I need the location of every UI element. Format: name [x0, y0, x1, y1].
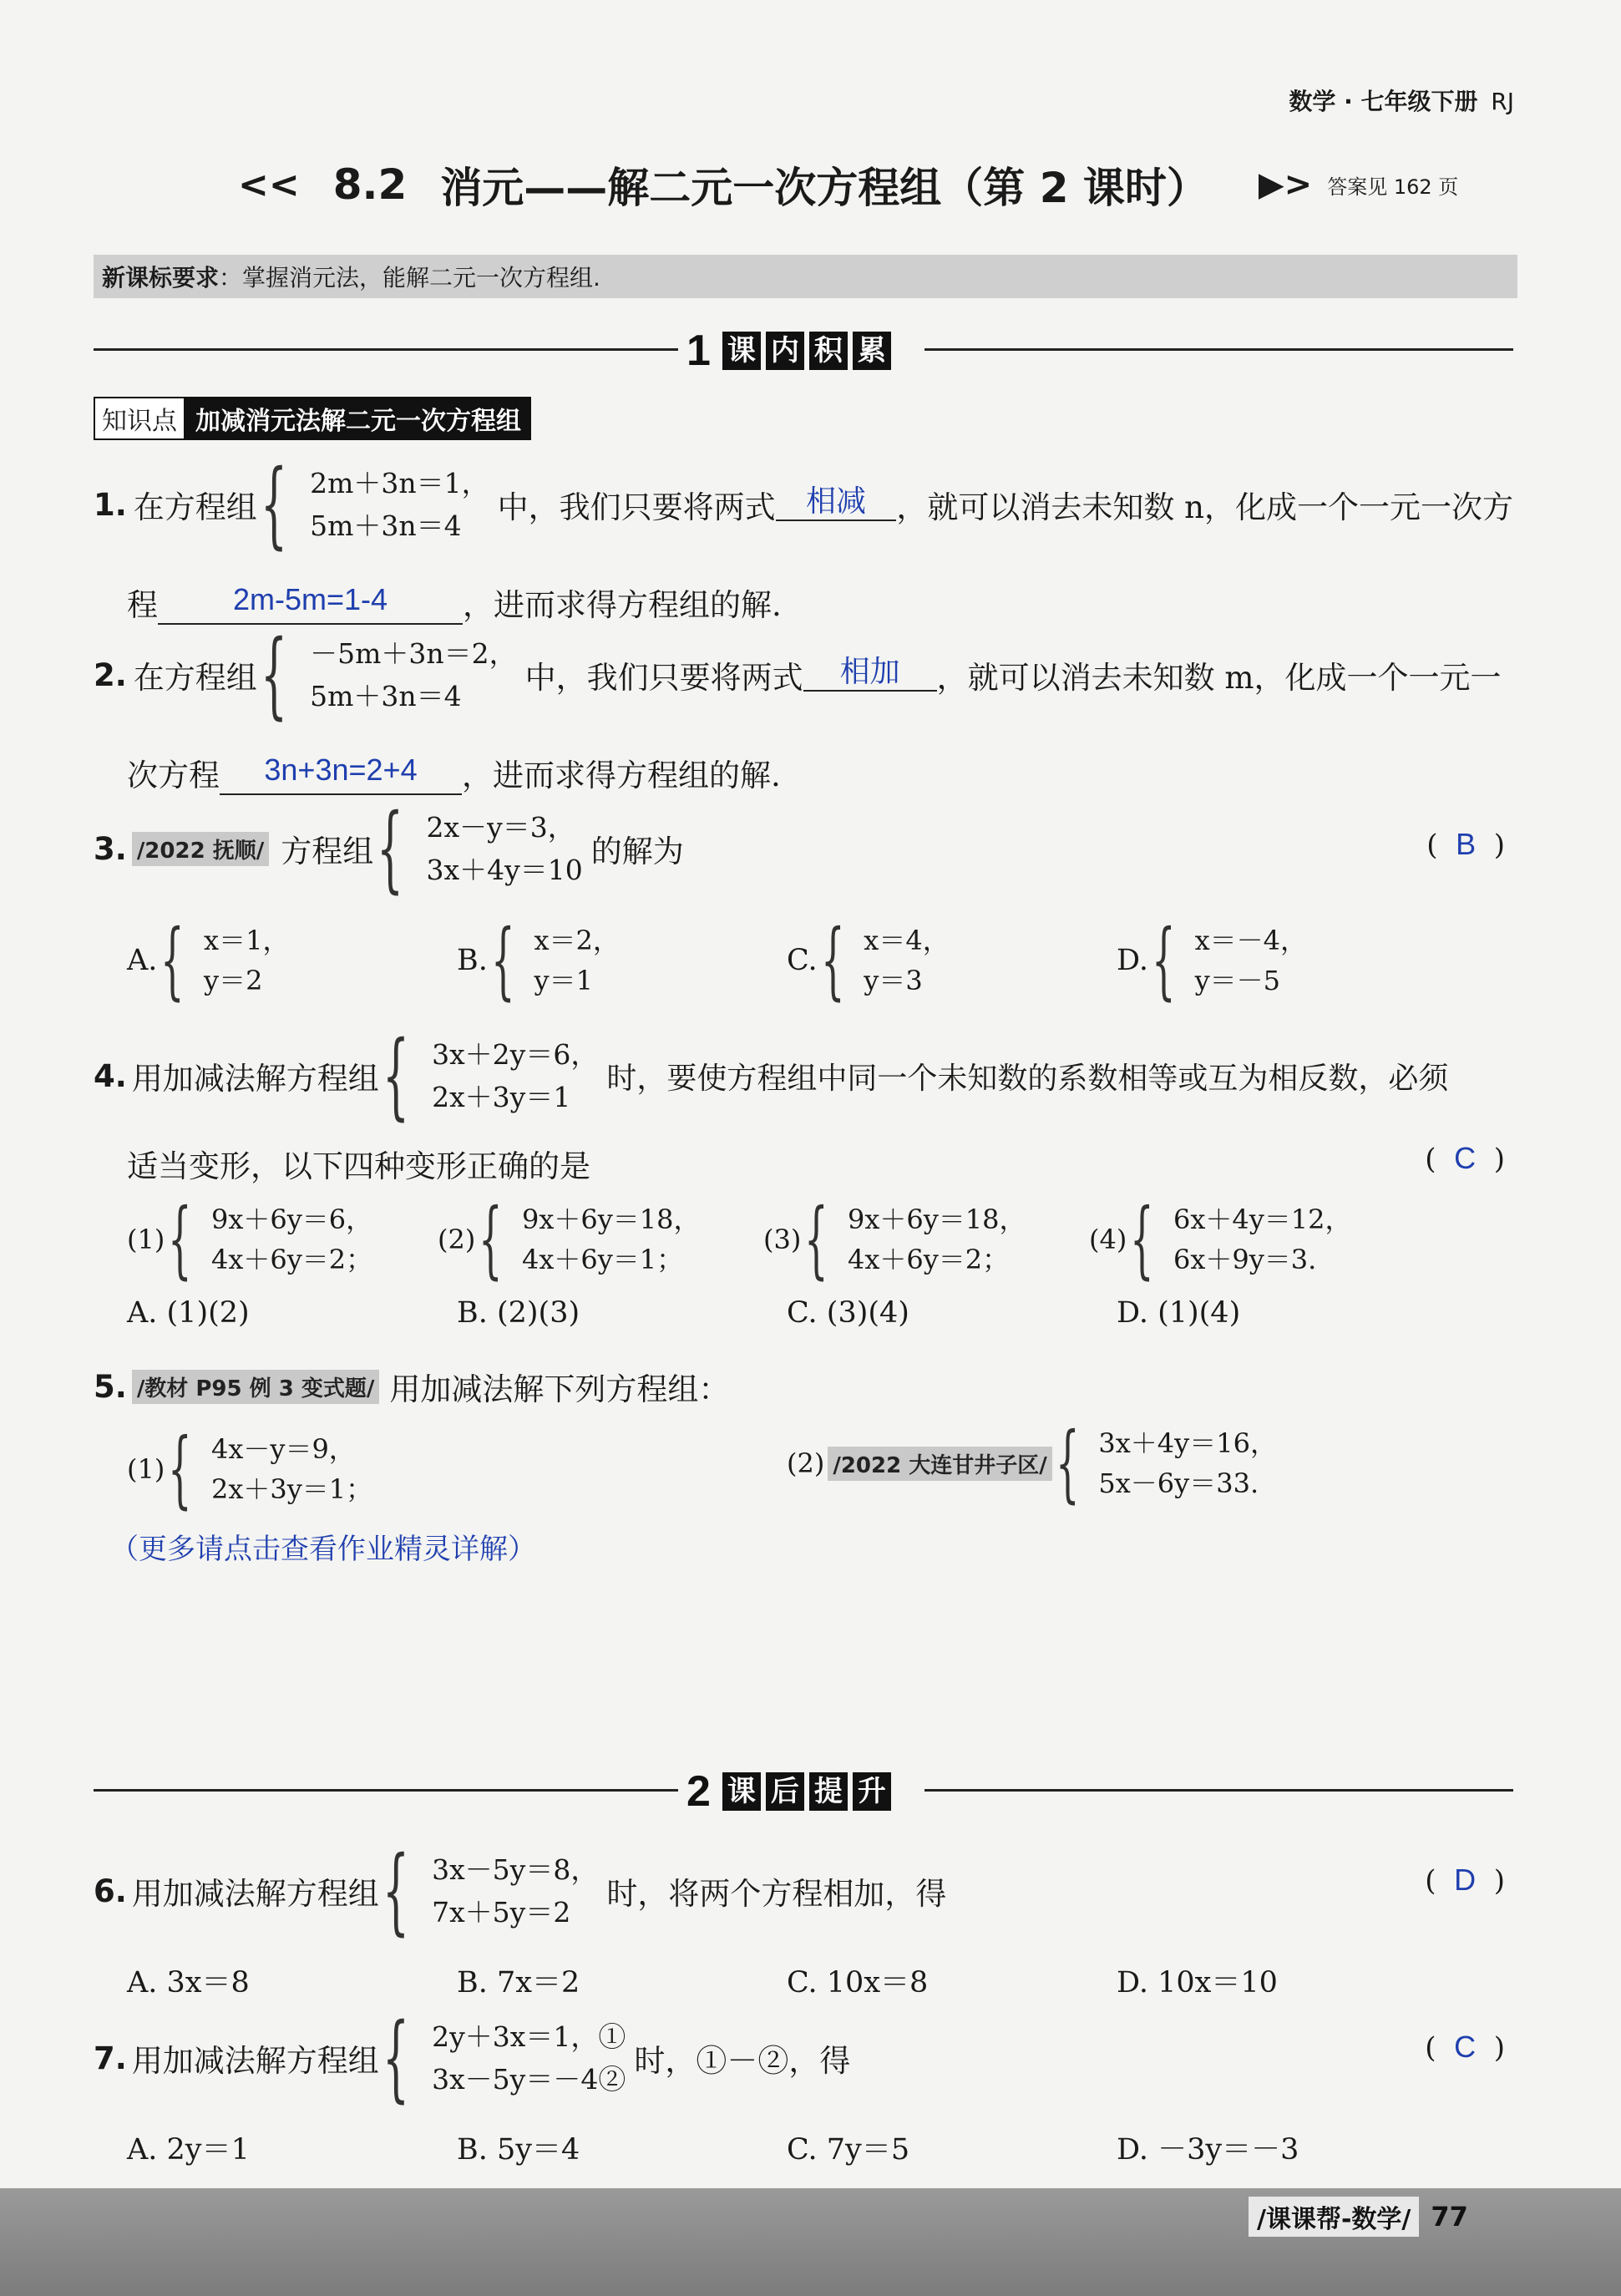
case-label: (2): [438, 1224, 476, 1255]
part2-char: 提: [809, 1772, 848, 1811]
q4-option-d[interactable]: D. (1)(4): [1117, 1296, 1241, 1330]
q7-option-a[interactable]: A. 2y＝1: [127, 2133, 250, 2167]
brace-icon: {: [1055, 1414, 1080, 1512]
q3-option-a[interactable]: [127, 911, 457, 1009]
option-eq: y＝2: [204, 965, 263, 996]
case-label: (3): [763, 1224, 802, 1255]
q5-parts: [127, 1414, 1513, 1518]
q7-answer[interactable]: C: [1454, 2030, 1477, 2064]
case-eq: 6x＋9y＝3.: [1173, 1244, 1317, 1275]
knowledge-title: 加减消元法解二元一次方程组: [185, 397, 531, 440]
q5-part-2: [787, 1416, 1285, 1511]
q3-eq2: 3x＋4y＝10: [426, 854, 583, 886]
q3-system: [377, 794, 583, 903]
more-solutions-link[interactable]: （更多请点击查看作业精灵详解）: [110, 1533, 536, 1566]
q5-number: 5.: [94, 1368, 127, 1405]
q5-part1-label: (1): [127, 1453, 165, 1485]
q1-post: ，就可以消去未知数 n，化成一个一元一次方: [896, 489, 1513, 525]
part2-label: [686, 1766, 891, 1817]
case-label: (1): [127, 1224, 165, 1255]
q4-option-c[interactable]: C. (3)(4): [787, 1296, 909, 1330]
part2-char: 课: [722, 1772, 761, 1811]
q5-text: 用加减法解下列方程组：: [389, 1371, 730, 1407]
part1-char: 课: [722, 332, 761, 370]
option-eq: y＝－5: [1194, 965, 1281, 996]
brace-icon: {: [260, 621, 287, 729]
case-eq: 9x＋6y＝6，: [210, 1204, 373, 1235]
q4-options: [127, 1296, 1513, 1330]
q2-blank2[interactable]: [220, 753, 462, 795]
q6-eq2: 7x＋5y＝2: [432, 1896, 571, 1929]
q2-blank1[interactable]: [803, 654, 937, 692]
q3-options: [127, 911, 1513, 1009]
q2-mid: 中，我们只要将两式: [524, 660, 803, 696]
q1-blank2-answer: 2m-5m=1-4: [232, 582, 388, 616]
q1-line2-post: ，进而求得方程组的解.: [463, 587, 782, 623]
question-3: [94, 794, 1513, 1009]
brace-icon: {: [382, 1837, 409, 1945]
q6-pre: 用加减法解方程组: [131, 1876, 379, 1912]
q4-pre: 用加减法解方程组: [131, 1061, 379, 1097]
brace-icon: {: [168, 1190, 192, 1288]
q7-number: 7.: [94, 2040, 127, 2076]
question-4: [94, 1021, 1513, 1330]
q7-eq2: 3x－5y＝－4②: [432, 2063, 626, 2096]
option-eq: x＝－4，: [1194, 925, 1307, 956]
q3-option-b[interactable]: [457, 911, 787, 1009]
part2-rule-right: [924, 1789, 1513, 1792]
q6-eq1: 3x－5y＝8，: [432, 1853, 599, 1886]
q4-option-a[interactable]: A. (1)(2): [127, 1296, 250, 1330]
part1-label: [686, 326, 891, 376]
q2-line1: [94, 621, 1513, 729]
q3-option-c[interactable]: [787, 911, 1117, 1009]
footer-brand: [1249, 2197, 1468, 2237]
q4-case-4: [1089, 1190, 1406, 1288]
part1-heading: [94, 326, 1513, 376]
q2-line2: [127, 750, 1513, 795]
case-label: (4): [1089, 1224, 1127, 1255]
question-1: [94, 450, 1513, 625]
q3-line1: [94, 794, 1513, 903]
q2-line2-post: ，进而求得方程组的解.: [462, 758, 781, 793]
brace-icon: {: [820, 911, 845, 1009]
part1-rule-right: [924, 348, 1513, 351]
q4-option-b[interactable]: B. (2)(3): [457, 1296, 580, 1330]
q4-line1: [94, 1021, 1513, 1130]
q1-mid: 中，我们只要将两式: [497, 489, 776, 525]
q4-line2: [127, 1141, 1513, 1186]
q7-answer-slot: ( C ): [1425, 2030, 1505, 2065]
question-2: [94, 621, 1513, 795]
q3-post: 的解为: [590, 834, 684, 869]
title-right-arrows: ▶>: [1258, 165, 1313, 204]
q1-eq2: 5m＋3n＝4: [310, 509, 462, 542]
q3-number: 3.: [94, 830, 127, 867]
q3-answer[interactable]: B: [1456, 827, 1477, 861]
q6-answer[interactable]: D: [1454, 1863, 1477, 1897]
q1-eq1: 2m＋3n＝1，: [310, 467, 489, 499]
case-eq: 6x＋4y＝12，: [1173, 1204, 1352, 1235]
q2-eq1: －5m＋3n＝2，: [310, 637, 517, 670]
q6-option-c[interactable]: C. 10x＝8: [787, 1966, 929, 1999]
option-label: B.: [457, 944, 488, 977]
brace-icon: {: [382, 2004, 409, 2112]
q1-line2-pre: 程: [127, 587, 158, 623]
option-label: A.: [127, 944, 158, 977]
question-7: [94, 2004, 1513, 2168]
q5-part2-eq2: 5x－6y＝33.: [1098, 1467, 1259, 1499]
part1-rule-left: [94, 348, 678, 351]
q4-post: 时，要使方程组中同一个未知数的系数相等或互为相反数，必须: [606, 1061, 1449, 1096]
option-eq: y＝1: [534, 965, 593, 996]
lesson-title: [238, 155, 1458, 215]
q5-part1-eq2: 2x＋3y＝1；: [210, 1473, 373, 1505]
q4-cases: [127, 1190, 1513, 1288]
q7-option-d[interactable]: D. －3y＝－3: [1117, 2133, 1299, 2167]
requirement-label: 新课标要求: [102, 264, 220, 291]
q4-number: 4.: [94, 1057, 127, 1094]
part1-char: 内: [766, 332, 804, 370]
q4-case-3: [763, 1190, 1089, 1288]
q1-line2: [127, 580, 1513, 625]
q7-eq1: 2y＋3x＝1，①: [432, 2020, 626, 2053]
option-label: C.: [787, 944, 818, 977]
option-eq: x＝4，: [864, 925, 950, 956]
q7-option-b[interactable]: B. 5y＝4: [457, 2133, 580, 2167]
option-eq: y＝3: [864, 965, 923, 996]
q1-number: 1.: [94, 486, 127, 523]
brace-icon: {: [479, 1190, 503, 1288]
q4-answer-slot: ( C ): [1425, 1141, 1505, 1176]
q2-eq2: 5m＋3n＝4: [310, 680, 462, 712]
knowledge-point: [94, 397, 531, 440]
q5-part2-label: (2): [787, 1447, 825, 1479]
q4-case-1: [127, 1190, 438, 1288]
part2-char: 后: [766, 1772, 804, 1811]
q2-blank2-answer: 3n+3n=2+4: [264, 753, 418, 787]
q7-options: [127, 2126, 1513, 2168]
q1-blank2[interactable]: [158, 582, 463, 625]
option-eq: x＝1，: [204, 925, 290, 956]
q6-system: [382, 1837, 599, 1945]
q2-post: ，就可以消去未知数 m，化成一个一元一: [936, 660, 1502, 696]
q7-option-c[interactable]: C. 7y＝5: [787, 2133, 910, 2167]
part1-char: 积: [809, 332, 848, 370]
q6-option-a[interactable]: A. 3x＝8: [127, 1966, 250, 1999]
q7-post: 时，①－②，得: [634, 2043, 851, 2079]
q6-number: 6.: [94, 1873, 127, 1909]
brace-icon: {: [490, 911, 515, 1009]
requirement-text: ：掌握消元法，能解二元一次方程组.: [219, 264, 600, 291]
q2-number: 2.: [94, 656, 127, 693]
part2-char: 升: [853, 1772, 891, 1811]
requirement-bar: [94, 255, 1517, 298]
part2-number: 2: [686, 1767, 711, 1816]
brace-icon: {: [260, 450, 287, 559]
case-eq: 4x＋6y＝1；: [521, 1244, 684, 1275]
q5-part2-eq1: 3x＋4y＝16，: [1098, 1427, 1277, 1459]
knowledge-label: 知识点: [94, 397, 185, 440]
case-eq: 4x＋6y＝2；: [847, 1244, 1010, 1275]
q7-system: [382, 2004, 626, 2112]
question-6: [94, 1837, 1513, 2001]
brace-icon: {: [1130, 1190, 1154, 1288]
brace-icon: {: [1151, 911, 1176, 1009]
q1-blank1[interactable]: [776, 484, 897, 521]
q6-option-d[interactable]: D. 10x＝10: [1117, 1966, 1278, 1999]
case-eq: 4x＋6y＝2；: [210, 1244, 373, 1275]
q4-case-2: [438, 1190, 763, 1288]
q5-source-tag: /教材 P95 例 3 变式题/: [132, 1370, 380, 1404]
q4-eq2: 2x＋3y＝1: [432, 1081, 571, 1113]
q3-answer-slot: ( B ): [1426, 827, 1505, 862]
q5-line1: [94, 1364, 1513, 1409]
q3-source-tag: /2022 抚顺/: [132, 832, 269, 866]
case-eq: 9x＋6y＝18，: [521, 1204, 701, 1235]
part1-char: 累: [853, 332, 891, 370]
brace-icon: {: [804, 1190, 828, 1288]
q4-system: [382, 1021, 599, 1130]
q6-option-b[interactable]: B. 7x＝2: [457, 1966, 580, 1999]
q7-pre: 用加减法解方程组: [131, 2043, 379, 2079]
q1-system: [260, 450, 489, 559]
title-section-number: 8.2: [332, 160, 408, 209]
q6-options: [127, 1959, 1513, 2001]
q2-line2-pre: 次方程: [127, 758, 220, 793]
q6-answer-slot: ( D ): [1425, 1863, 1505, 1898]
q5-part1-eq1: 4x－y＝9，: [210, 1433, 356, 1465]
part2-heading: [94, 1766, 1513, 1817]
option-eq: x＝2，: [534, 925, 620, 956]
q3-option-d[interactable]: [1117, 911, 1434, 1009]
part1-number: 1: [686, 327, 711, 375]
page-number: 77: [1431, 2201, 1468, 2233]
q5-part2-tag: /2022 大连甘井子区/: [828, 1447, 1051, 1481]
q7-line1: [94, 2004, 1513, 2112]
footer-brand-text: /课课帮-数学/: [1249, 2197, 1419, 2237]
q3-pre: 方程组: [281, 834, 374, 869]
q6-post: 时，将两个方程相加，得: [606, 1876, 947, 1912]
brace-icon: {: [377, 794, 404, 903]
q2-system: [260, 621, 517, 729]
q1-blank1-answer: 相减: [806, 484, 867, 518]
title-text: 消元——解二元一次方程组（第 2 课时）: [440, 164, 1208, 212]
title-left-arrows: <<: [238, 163, 300, 206]
case-eq: 9x＋6y＝18，: [847, 1204, 1026, 1235]
brace-icon: {: [160, 911, 185, 1009]
header-subject: 数学 · 七年级下册: [1289, 88, 1478, 115]
option-label: D.: [1117, 944, 1148, 977]
q1-line1: [94, 450, 1513, 559]
q1-pre: 在方程组: [133, 489, 257, 525]
header-edition: RJ: [1491, 88, 1514, 115]
q4-eq1: 3x＋2y＝6，: [432, 1038, 599, 1071]
running-header: [1289, 84, 1514, 117]
q2-pre: 在方程组: [133, 660, 257, 696]
q5-part-1: [127, 1420, 787, 1518]
question-5: [94, 1364, 1513, 1567]
q6-line1: [94, 1837, 1513, 1945]
brace-icon: {: [168, 1420, 192, 1518]
q4-line2-text: 适当变形，以下四种变形正确的是: [127, 1148, 590, 1184]
q3-eq1: 2x－y＝3，: [426, 811, 575, 844]
q2-blank1-answer: 相加: [839, 654, 900, 688]
answer-reference: 答案见 162 页: [1327, 175, 1459, 199]
part2-rule-left: [94, 1789, 678, 1792]
brace-icon: {: [382, 1021, 409, 1130]
q4-answer[interactable]: C: [1454, 1141, 1477, 1175]
